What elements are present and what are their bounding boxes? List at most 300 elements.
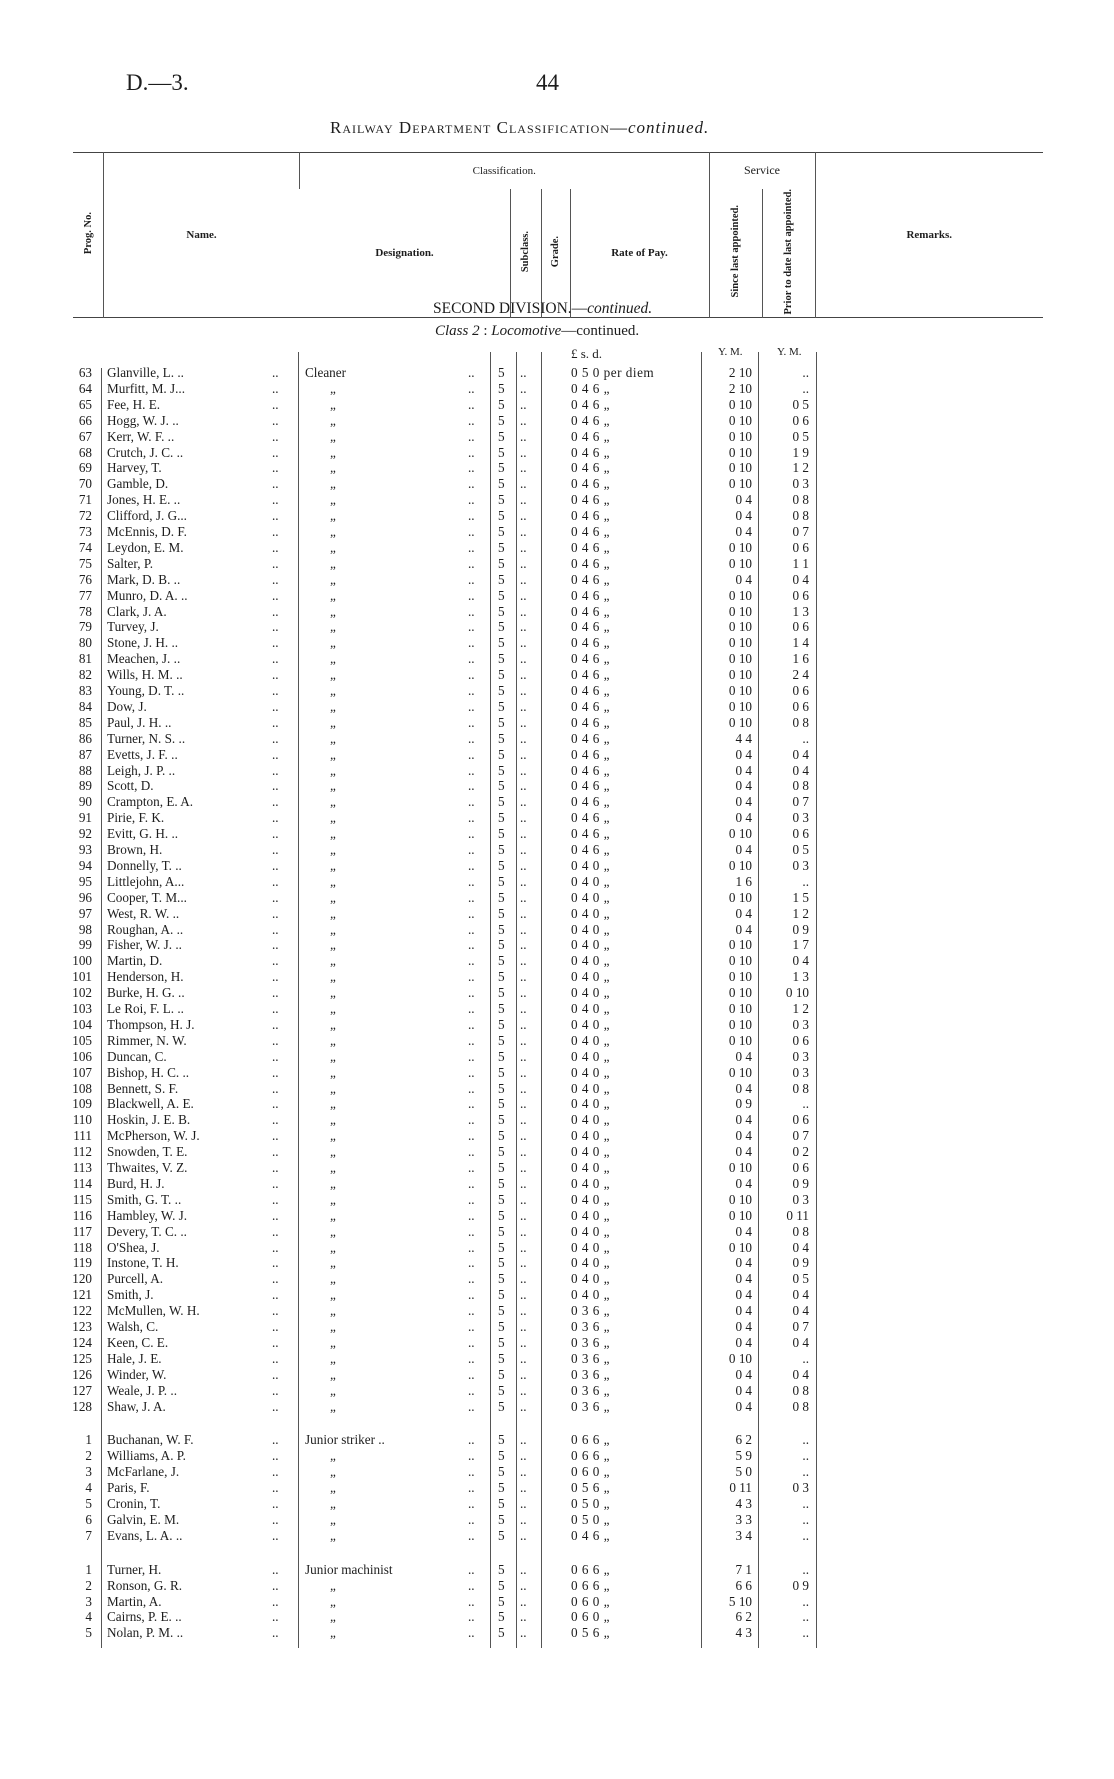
since-cell: 0 10	[728, 857, 752, 873]
designation-cell: „	[330, 1223, 336, 1239]
leader-dots: ..	[272, 921, 279, 937]
subclass-cell: 5	[498, 1350, 505, 1366]
leader-dots: ..	[520, 778, 527, 794]
name-cell: Williams, A. P.	[107, 1448, 186, 1464]
leader-dots: ..	[272, 1144, 279, 1160]
since-cell: 0 10	[728, 412, 752, 428]
designation-cell: Cleaner	[305, 365, 347, 380]
leader-dots: ..	[468, 1496, 475, 1511]
since-cell: 6 2	[735, 1432, 752, 1448]
since-cell: 0 10	[728, 539, 752, 555]
rate-cell: 0 4 0 „	[571, 1175, 611, 1191]
prog-no-cell: 94	[78, 857, 92, 873]
leader-dots: ..	[468, 635, 475, 651]
leader-dots: ..	[272, 396, 279, 412]
prior-cell: 1 2	[792, 905, 809, 921]
prior-cell: 0 6	[792, 412, 809, 428]
prog-no-cell: 77	[78, 587, 92, 603]
prior-cell: 0 4	[792, 1334, 809, 1350]
rate-cell: 0 3 6 „	[571, 1334, 611, 1350]
name-cell: Donnelly, T. ..	[107, 857, 182, 873]
table-row	[0, 1224, 1114, 1240]
leader-dots: ..	[468, 412, 475, 428]
rate-cell: 0 4 6 „	[571, 412, 611, 428]
name-cell: Pirie, F. K.	[107, 810, 165, 826]
name-cell: Rimmer, N. W.	[107, 1032, 187, 1048]
rate-cell: 0 4 0 „	[571, 1271, 611, 1287]
leader-dots: ..	[272, 1048, 279, 1064]
leader-dots: ..	[520, 1609, 527, 1625]
rate-cell: 0 4 0 „	[571, 1207, 611, 1223]
since-cell: 0 4	[735, 921, 752, 937]
prog-no-cell: 7	[85, 1527, 92, 1543]
name-cell: Evitt, G. H. ..	[107, 826, 179, 842]
name-cell: Hoskin, J. E. B.	[107, 1112, 191, 1128]
designation-cell: „	[330, 1350, 336, 1366]
name-cell: Evetts, J. F. ..	[107, 746, 178, 762]
subclass-cell: 5	[498, 492, 505, 508]
since-cell: 4 4	[735, 730, 752, 746]
prior-cell: 1 3	[792, 603, 809, 619]
leader-dots: ..	[468, 1287, 475, 1303]
prior-cell: 0 6	[792, 1160, 809, 1175]
table-row	[0, 1335, 1114, 1351]
rate-cell: 0 4 0 „	[571, 905, 611, 921]
prog-no-cell: 119	[72, 1255, 92, 1271]
name-cell: Turvey, J.	[107, 619, 159, 635]
leader-dots: ..	[468, 1334, 475, 1350]
prog-no-cell: 75	[78, 555, 92, 571]
table-row	[0, 1033, 1114, 1049]
prog-no-cell: 109	[72, 1096, 92, 1112]
prog-no-cell: 73	[78, 524, 92, 539]
designation-cell: „	[330, 937, 336, 953]
leader-dots: ..	[468, 603, 475, 619]
prior-cell: 0 7	[792, 524, 809, 539]
subclass-cell: 5	[498, 1001, 505, 1016]
designation-cell: „	[330, 1255, 336, 1271]
prior-cell: ..	[802, 1561, 809, 1577]
rate-cell: 0 4 0 „	[571, 937, 611, 953]
page-title	[330, 118, 709, 138]
leader-dots: ..	[520, 412, 527, 428]
header-prior: Prior to date last appointed.	[762, 189, 815, 318]
leader-dots: ..	[468, 1080, 475, 1096]
leader-dots: ..	[468, 826, 475, 842]
table-row	[0, 969, 1114, 985]
since-cell: 0 10	[728, 396, 752, 412]
prog-no-cell: 128	[72, 1398, 92, 1414]
leader-dots: ..	[272, 1096, 279, 1112]
prior-cell: 0 4	[792, 1239, 809, 1255]
leader-dots: ..	[468, 1382, 475, 1398]
subclass-cell: 5	[498, 555, 505, 571]
leader-dots: ..	[468, 1064, 475, 1080]
prog-no-cell: 92	[78, 826, 92, 842]
prog-no-cell: 71	[78, 492, 92, 508]
leader-dots: ..	[520, 698, 527, 714]
name-cell: Jones, H. E. ..	[107, 492, 181, 508]
name-cell: Wills, H. M. ..	[107, 667, 183, 683]
rate-cell: 0 3 6 „	[571, 1303, 611, 1319]
table-row	[0, 1303, 1114, 1319]
table-row	[0, 1512, 1114, 1528]
prior-cell: 0 9	[792, 1577, 809, 1593]
leader-dots: ..	[272, 1398, 279, 1414]
rate-cell: 0 4 6 „	[571, 603, 611, 619]
rate-cell: 0 4 6 „	[571, 778, 611, 794]
prior-cell: ..	[802, 1464, 809, 1480]
subclass-cell: 5	[498, 683, 505, 698]
designation-cell: „	[330, 1382, 336, 1398]
prog-no-cell: 84	[78, 698, 92, 714]
leader-dots: ..	[272, 444, 279, 460]
name-cell: Smith, J.	[107, 1287, 154, 1303]
table-row	[0, 413, 1114, 429]
designation-cell: „	[330, 1464, 336, 1480]
name-cell: Galvin, E. M.	[107, 1511, 180, 1527]
rate-cell: 0 4 0 „	[571, 1144, 611, 1160]
prog-no-cell: 108	[72, 1080, 92, 1096]
table-row	[0, 937, 1114, 953]
leader-dots: ..	[520, 873, 527, 889]
prior-cell: 0 6	[792, 698, 809, 714]
designation-cell: „	[330, 1609, 336, 1625]
subclass-cell: 5	[498, 889, 505, 905]
name-cell: Crampton, E. A.	[107, 794, 194, 810]
since-cell: 0 10	[728, 889, 752, 905]
designation-cell: „	[330, 1271, 336, 1287]
leader-dots: ..	[272, 460, 279, 476]
subclass-cell: 5	[498, 1160, 505, 1175]
table-row	[0, 476, 1114, 492]
leader-dots: ..	[468, 1128, 475, 1144]
leader-dots: ..	[520, 1319, 527, 1334]
table-row	[0, 460, 1114, 476]
since-cell: 6 6	[735, 1577, 752, 1593]
subclass-cell: 5	[498, 1175, 505, 1191]
leader-dots: ..	[468, 539, 475, 555]
name-cell: Glanville, L. ..	[107, 365, 184, 380]
table-row	[0, 858, 1114, 874]
leader-dots: ..	[468, 985, 475, 1001]
designation-cell: „	[330, 889, 336, 905]
since-cell: 0 4	[735, 842, 752, 857]
rate-cell: 0 4 0 „	[571, 857, 611, 873]
leader-dots: ..	[520, 587, 527, 603]
leader-dots: ..	[520, 571, 527, 587]
table-row	[0, 1128, 1114, 1144]
table-row	[0, 1625, 1114, 1641]
since-cell: 0 4	[735, 794, 752, 810]
designation-cell: „	[330, 1334, 336, 1350]
leader-dots: ..	[468, 619, 475, 635]
table-row	[0, 699, 1114, 715]
table-row	[0, 715, 1114, 731]
designation-cell: „	[330, 1207, 336, 1223]
leader-dots: ..	[520, 1625, 527, 1641]
name-cell: Le Roi, F. L. ..	[107, 1001, 184, 1016]
leader-dots: ..	[520, 1048, 527, 1064]
designation-cell: „	[330, 1048, 336, 1064]
designation-cell: „	[330, 969, 336, 985]
prior-cell: 0 3	[792, 1064, 809, 1080]
leader-dots: ..	[520, 1511, 527, 1527]
prior-cell: ..	[802, 1593, 809, 1609]
prior-cell: ..	[802, 1527, 809, 1543]
leader-dots: ..	[468, 1223, 475, 1239]
designation-cell: „	[330, 714, 336, 730]
leader-dots: ..	[468, 444, 475, 460]
prior-cell: 0 9	[792, 921, 809, 937]
table-row	[0, 1432, 1114, 1448]
header-rate: Rate of Pay.	[570, 189, 709, 318]
leader-dots: ..	[468, 873, 475, 889]
prog-no-cell: 96	[78, 889, 92, 905]
designation-cell: „	[330, 794, 336, 810]
rate-cell: 0 4 6 „	[571, 539, 611, 555]
table-row	[0, 826, 1114, 842]
prior-cell: ..	[802, 1448, 809, 1464]
table-row	[0, 985, 1114, 1001]
table-row	[0, 1287, 1114, 1303]
leader-dots: ..	[272, 1128, 279, 1144]
subclass-cell: 5	[498, 1609, 505, 1625]
leader-dots: ..	[272, 667, 279, 683]
leader-dots: ..	[272, 1527, 279, 1543]
leader-dots: ..	[520, 1527, 527, 1543]
prior-cell: 0 4	[792, 762, 809, 778]
subclass-cell: 5	[498, 778, 505, 794]
leader-dots: ..	[272, 794, 279, 810]
leader-dots: ..	[468, 555, 475, 571]
subclass-cell: 5	[498, 969, 505, 985]
leader-dots: ..	[468, 587, 475, 603]
class-separator: :	[479, 323, 492, 339]
rate-cell: 0 4 0 „	[571, 1096, 611, 1112]
table-row	[0, 397, 1114, 413]
since-cell: 0 9	[735, 1096, 752, 1112]
since-cell: 0 4	[735, 1382, 752, 1398]
rate-cell: 0 4 0 „	[571, 1016, 611, 1032]
rate-cell: 0 4 6 „	[571, 794, 611, 810]
leader-dots: ..	[468, 1319, 475, 1334]
leader-dots: ..	[468, 524, 475, 539]
leader-dots: ..	[468, 460, 475, 476]
leader-dots: ..	[272, 1432, 279, 1448]
table-row	[0, 1399, 1114, 1415]
name-cell: Cooper, T. M...	[107, 889, 187, 905]
since-cell: 0 4	[735, 778, 752, 794]
prior-cell: 0 6	[792, 683, 809, 698]
leader-dots: ..	[468, 667, 475, 683]
rate-cell: 0 3 6 „	[571, 1350, 611, 1366]
since-cell: 0 4	[735, 1398, 752, 1414]
name-cell: Dow, J.	[107, 698, 147, 714]
leader-dots: ..	[520, 969, 527, 985]
since-cell: 0 10	[728, 651, 752, 667]
since-cell: 0 4	[735, 746, 752, 762]
prog-no-cell: 121	[72, 1287, 92, 1303]
designation-cell: „	[330, 396, 336, 412]
subclass-cell: 5	[498, 1398, 505, 1414]
rate-cell: 0 4 6 „	[571, 492, 611, 508]
name-cell: Duncan, C.	[107, 1048, 167, 1064]
prog-no-cell: 70	[78, 476, 92, 492]
leader-dots: ..	[468, 1001, 475, 1016]
since-cell: 0 10	[728, 587, 752, 603]
rate-cell: 0 5 0 „	[571, 1496, 611, 1511]
prior-cell: 0 8	[792, 1398, 809, 1414]
since-cell: 4 3	[735, 1625, 752, 1641]
prior-cell: 0 5	[792, 1271, 809, 1287]
since-cell: 0 4	[735, 492, 752, 508]
leader-dots: ..	[520, 1255, 527, 1271]
subclass-cell: 5	[498, 1255, 505, 1271]
designation-cell: Junior striker ..	[305, 1432, 385, 1448]
designation-cell: „	[330, 1064, 336, 1080]
subclass-cell: 5	[498, 842, 505, 857]
header-prog-no: Prog. No.	[82, 212, 94, 255]
designation-cell: „	[330, 1398, 336, 1414]
prior-cell: 0 5	[792, 428, 809, 444]
leader-dots: ..	[272, 1016, 279, 1032]
name-cell: Harvey, T.	[107, 460, 162, 476]
rate-cell: 0 4 6 „	[571, 667, 611, 683]
leader-dots: ..	[520, 492, 527, 508]
since-cell: 0 4	[735, 1223, 752, 1239]
rate-cell: 0 4 6 „	[571, 826, 611, 842]
subclass-cell: 5	[498, 1191, 505, 1207]
since-cell: 0 4	[735, 1287, 752, 1303]
prog-no-cell: 74	[78, 539, 92, 555]
table-row	[0, 1383, 1114, 1399]
designation-cell: „	[330, 1287, 336, 1303]
rate-cell: 0 4 6 „	[571, 460, 611, 476]
designation-cell: „	[330, 873, 336, 889]
name-cell: Walsh, C.	[107, 1319, 159, 1334]
designation-cell: „	[330, 619, 336, 635]
designation-cell: „	[330, 492, 336, 508]
header-name: Name.	[104, 153, 300, 318]
designation-cell: „	[330, 1448, 336, 1464]
leader-dots: ..	[520, 1032, 527, 1048]
leader-dots: ..	[520, 1175, 527, 1191]
subclass-cell: 5	[498, 937, 505, 953]
name-cell: Thwaites, V. Z.	[107, 1160, 188, 1175]
name-cell: West, R. W. ..	[107, 905, 180, 921]
designation-cell: „	[330, 905, 336, 921]
rate-cell: 0 4 0 „	[571, 1160, 611, 1175]
leader-dots: ..	[520, 524, 527, 539]
name-cell: Thompson, H. J.	[107, 1016, 195, 1032]
subclass-cell: 5	[498, 1577, 505, 1593]
designation-cell: „	[330, 1480, 336, 1496]
since-cell: 0 4	[735, 1080, 752, 1096]
leader-dots: ..	[272, 1480, 279, 1496]
since-cell: 0 4	[735, 1175, 752, 1191]
since-cell: 0 10	[728, 476, 752, 492]
leader-dots: ..	[520, 380, 527, 396]
name-cell: Hogg, W. J. ..	[107, 412, 179, 428]
rate-cell: 0 4 0 „	[571, 969, 611, 985]
rate-cell: 0 4 6 „	[571, 555, 611, 571]
subclass-cell: 5	[498, 1287, 505, 1303]
leader-dots: ..	[468, 1593, 475, 1609]
leader-dots: ..	[468, 1464, 475, 1480]
subclass-cell: 5	[498, 1593, 505, 1609]
rate-cell: 0 4 6 „	[571, 842, 611, 857]
leader-dots: ..	[520, 905, 527, 921]
leader-dots: ..	[520, 635, 527, 651]
prior-cell: 0 2	[792, 1144, 809, 1160]
since-cell: 6 2	[735, 1609, 752, 1625]
prior-cell: 0 8	[792, 714, 809, 730]
prog-no-cell: 112	[72, 1144, 92, 1160]
rate-cell: 0 4 6 „	[571, 380, 611, 396]
prior-cell: 0 8	[792, 1223, 809, 1239]
since-cell: 3 3	[735, 1511, 752, 1527]
table-row	[0, 1017, 1114, 1033]
prior-cell: ..	[802, 1511, 809, 1527]
designation-cell: „	[330, 857, 336, 873]
since-cell: 0 10	[728, 444, 752, 460]
table-row	[0, 429, 1114, 445]
leader-dots: ..	[468, 492, 475, 508]
designation-cell: „	[330, 842, 336, 857]
table-row	[0, 778, 1114, 794]
subclass-cell: 5	[498, 635, 505, 651]
units-since: Y. M.	[718, 346, 743, 358]
designation-cell: „	[330, 953, 336, 969]
subclass-cell: 5	[498, 985, 505, 1001]
since-cell: 0 4	[735, 1144, 752, 1160]
designation-cell: „	[330, 698, 336, 714]
since-cell: 4 3	[735, 1496, 752, 1511]
subclass-cell: 5	[498, 1128, 505, 1144]
prior-cell: 0 7	[792, 1319, 809, 1334]
rate-cell: 0 4 6 „	[571, 396, 611, 412]
name-cell: Littlejohn, A...	[107, 873, 185, 889]
subclass-cell: 5	[498, 826, 505, 842]
prog-no-cell: 110	[72, 1112, 92, 1128]
leader-dots: ..	[468, 921, 475, 937]
subclass-cell: 5	[498, 1112, 505, 1128]
name-cell: Devery, T. C. ..	[107, 1223, 187, 1239]
leader-dots: ..	[272, 826, 279, 842]
prior-cell: 0 6	[792, 587, 809, 603]
leader-dots: ..	[520, 619, 527, 635]
rate-cell: 0 3 6 „	[571, 1366, 611, 1382]
table-header	[73, 152, 1043, 318]
since-cell: 0 10	[728, 460, 752, 476]
leader-dots: ..	[272, 603, 279, 619]
designation-cell: „	[330, 571, 336, 587]
since-cell: 0 4	[735, 1366, 752, 1382]
designation-cell: „	[330, 460, 336, 476]
prior-cell: 0 9	[792, 1255, 809, 1271]
prior-cell: 1 9	[792, 444, 809, 460]
rate-cell: 0 4 0 „	[571, 1128, 611, 1144]
page-number: 44	[536, 70, 559, 95]
subclass-cell: 5	[498, 1366, 505, 1382]
leader-dots: ..	[520, 683, 527, 698]
name-cell: Gamble, D.	[107, 476, 169, 492]
rate-cell: 0 6 6 „	[571, 1448, 611, 1464]
name-cell: Ronson, G. R.	[107, 1577, 183, 1593]
designation-cell: „	[330, 508, 336, 524]
leader-dots: ..	[520, 444, 527, 460]
